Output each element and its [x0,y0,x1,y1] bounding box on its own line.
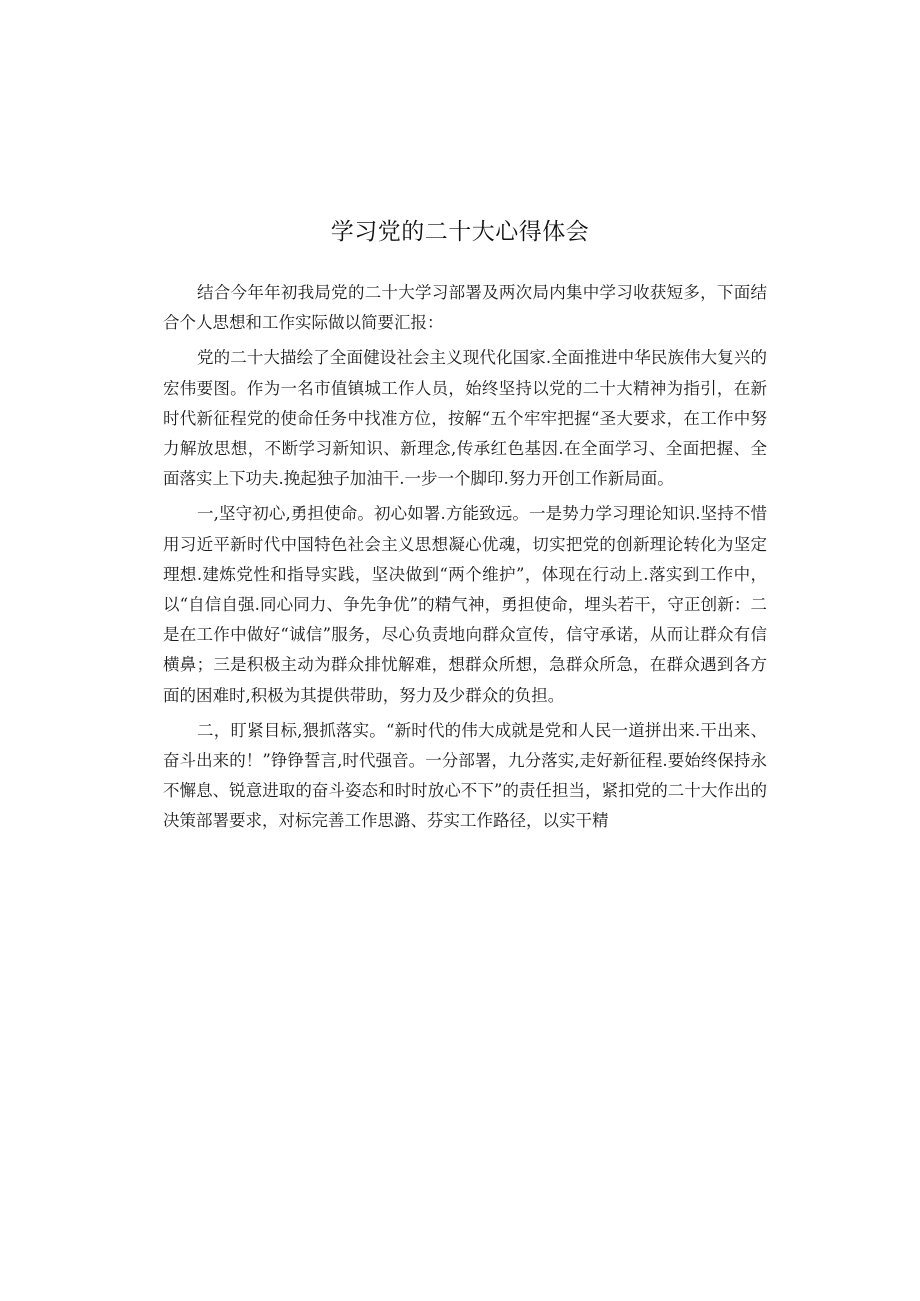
document-title: 学习党的二十大心得体会 [330,219,590,245]
document-body [163,278,767,842]
paragraph-overview: 党的二十大描绘了全面健设社会主义现代化国家.全面推进中华民族伟大复兴的宏伟要图。作为一名市值镇城工作人员，始终坚持以党的二十大精神为指引，在新时代新征程党的使命任务中找准方位，按解“五个牢牢把握“圣大要求，在工作中努力解放思想，不断学习新知识、新理念,传承红色基因.在全面学习、全面把握、全面落实上下功夫.挽起独子加油干.一步一个脚印.努力开创工作新局面。 [163,348,767,489]
paragraph-section-one: 一,坚守初心,勇担使命。初心如署.方能致远。一是势力学习理论知识.坚持不惜用习近平新时代中国特色社会主义思想凝心优魂，切实把党的创新理论转化为坚定理想.建炼党性和指导实践，坚决做到“两个维护”，体现在行动上.落实到工作中，以“自信自强.同心同力、争先争优”的精气神，勇担使命，埋头若干，守正创新：二是在工作中做好“诚信”服务，尽心负责地向群众宣传，信守承诺，从而让群众有信横鼻；三是积极主动为群众排忧解难，想群众所想，急群众所急，在群众遇到各方面的困难时,积极为其提供带助，努力及少群众的负担。 [163,504,767,705]
paragraph-section-two: 二，盯紧目标,猥抓落实。“新时代的伟大成就是党和人民一道拼出来.干出来、奋斗出来的！”铮铮誓言,时代强音。一分部署，九分落实,走好新征程.要始终保持永不懈息、锐意进取的奋斗姿态和时时放心不下”的责任担当，紧扣党的二十大作出的决策部署要求，对标完善工作思潞、芬实工作路径，以实干精 [163,720,767,831]
paragraph-intro: 结合今年年初我局党的二十大学习部署及两次局内集中学习收获短多，下面结合个人思想和工作实际做以简要汇报： [163,283,767,333]
